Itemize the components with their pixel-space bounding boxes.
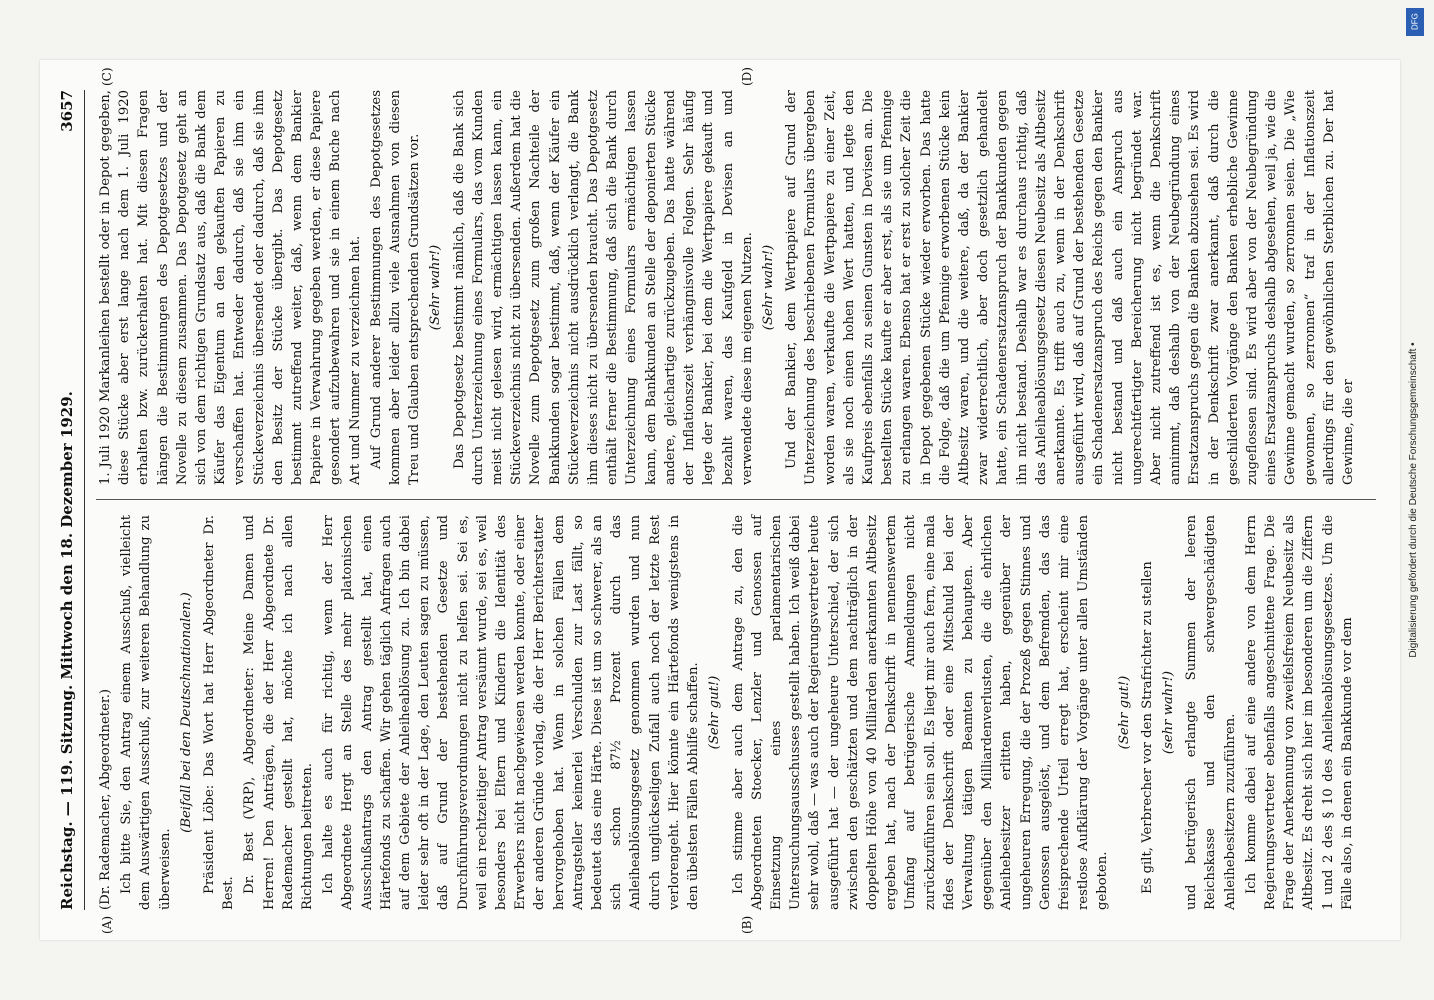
applause-note: (sehr wahr!) [1160,670,1176,755]
paragraph: Ich bitte Sie, den Antrag einem Ausschuß, vielleicht dem Auswärtigen Ausschuß, zur weiteren Behandlung zu überweisen. [119,515,173,910]
paragraph: Und der Bankier, dem Wertpapiere auf Grund der Unterzeichnung des beschriebenen Formulars übergeben worden waren, verkaufte die Wertpapiere zu einer Zeit, als sie noch einen hohen Wert hatten, und legte den Kaufpreis ebenfalls zu seinen Gunsten in Devisen an. Die bestellten Stücke kaufte er aber erst, als sie um Pfennige zu erlangen waren. Ebenso hat er erst zu solcher Zeit die in Depot gegebenen Stücke wieder erworben. Das hatte die Folge, daß die um Pfennige erworbenen Stücke kein Altbesitz waren, und die weitere, daß, da der Bankier zwar widerrechtlich, aber doch gesetzlich gehandelt hatte, ein Schadenersatzanspruch der Bankkunden gegen ihn nicht bestand. Deshalb war es durchaus richtig, daß das Anleiheablösungsgesetz diesen Neubesitz als Altbesitz anerkannte. Es trifft auch zu, wenn in der Denkschrift ausgeführt wird, daß auf Grund der bestehenden Gesetze ein Schadenersatzanspruch des Reichs gegen den Bankier nicht bestand und daß auch ein Anspruch aus ungerechtfertigter Bereicherung nicht begründet war. Aber nicht zutreffend ist es, wenn die Denkschrift annimmt, daß deshalb von der Neubegründung eines Ersatzanspruchs gegen die Banken abzusehen sei. Es wird in der Denkschrift zwar anerkannt, daß durch die geschilderten Vorgänge den Banken erhebliche Gewinne zugeflossen sind. Es wird aber von der Neubegründung eines Ersatzanspruchs deshalb abgesehen, weil ja, wie die Gewinne gemacht wurden, so zerronnen seien. Die „Wie gewonnen, so zerronnen“ traf in der Inflationszeit allerdings für den gewöhnlichen Sterblichen zu. Der hat Gewinne, die er [784,90,1356,485]
dfg-logo: DFG [1406,8,1424,36]
page-number: 3657 [58,90,76,132]
applause-note: (Sehr gut!) [707,675,723,750]
margin-marker-d: (D) [740,67,754,86]
applause-note: (Sehr wahr!) [760,244,776,331]
paragraph: 1. Juli 1920 Markanleihen bestellt oder in Depot gegeben, diese Stücke aber erst lange nach dem 1. Juli 1920 erhalten bzw. zurückerhalten hat. Mit diesen Fragen hängen die Bestimmungen des Depotgesetzes und der Novelle zu diesem zusammen. Das Depotgesetz geht an sich von dem richtigen Grundsatz aus, daß die Bank dem Käufer das Eigentum an den gekauften Papieren zu verschaffen hat. Entweder dadurch, daß sie ihm ein Stückeverzeichnis übersendet oder dadurch, daß sie ihm den Besitz der Stücke übergibt. Das Depotgesetz bestimmt zutreffend weiter, daß, wenn dem Bankier Papiere in Verwahrung gegeben werden, er diese Papiere gesondert aufzubewahren und sie in einem Buche nach Art und Nummer zu verzeichnen hat. [98,90,363,485]
paragraph: und betrügerisch erlangte Summen der leeren Reichskasse und den schwergeschädigten Anleihebesitzern zuzuführen. [1184,515,1238,910]
paragraph: Auf Grund anderer Bestimmungen des Depotgesetzes kommen aber leider allzu viele Ausnahmen von diesen Treu und Glauben entsprechenden Grundsätzen vor. [368,90,423,485]
header-title: Reichstag. — 119. Sitzung. Mittwoch den 18. Dezember 1929. [58,391,76,910]
page-header [58,90,85,910]
margin-marker-c: (C) [100,67,114,86]
text-column-left [96,515,1359,910]
speaker-note: (Dr. Rademacher, Abgeordneter.) [98,688,113,910]
paragraph: Dr. Best (VRP), Abgeordneter: Meine Damen und Herren! Den Anträgen, die der Herr Abgeordnete Dr. Rademacher gestellt hat, möchte ich nach allen Richtungen beitreten. [242,515,316,910]
paragraph: Es gilt, Verbrecher vor den Strafrichter zu stellen [1139,561,1155,894]
applause-note: (Sehr gut!) [1116,675,1132,750]
paragraph: Ich stimme aber auch dem Antrage zu, den die Abgeordneten Stoecker, Lenzler und Genossen auf Einsetzung eines parlamentarischen Untersuchungsausschusses gestellt haben. Ich weiß dabei sehr wohl, daß — was auch der Regierungsvertreter heute ausgeführt hat — der ungeheure Unterschied, der sich zwischen den geschätzten und dem nachträglich in der doppelten Höhe von 40 Milliarden anerkannten Altbesitz ergeben hat, nach der Denkschrift in nennenswertem Umfang auf betrügerische Anmeldungen nicht zurückzuführen sein soll. Es liegt mir auch fern, eine mala fides der Denkschrift oder eine Mitschuld bei der Verwaltung tätigen Beamten zu behaupten. Aber gegenüber den Milliardenverlusten, die die ehrlichen Anleihebesitzer erlitten haben, gegenüber der ungeheuren Erregung, die der Prozeß gegen Stinnes und Genossen ausgelöst, und dem Befremden, das das freisprechende Urteil erregt hat, erscheint mir eine restlose Aufklärung der Vorgänge unter allen Umständen geboten. [730,515,1111,910]
paragraph: Ich halte es auch für richtig, wenn der Herr Abgeordnete Hergt an Stelle des mehr platonischen Ausschußantrags den Antrag gestellt hat, einen Härtefonds zu schaffen. Wir gehen täglich Anfragen auch auf dem Gebiete der Anleiheablösung zu. Ich bin dabei leider sehr oft in der Lage, den Leuten sagen zu müssen, daß auf Grund der bestehenden Gesetze und Durchführungsverordnungen nicht zu helfen sei. Sei es, weil ein rechtzeitiger Antrag versäumt wurde, sei es, weil besonders bei Eltern und Kindern die Identität des Erwerbers nicht nachgewiesen werden konnte, oder einer der anderen Gründe vorlag, die der Herr Berichterstatter hervorgehoben hat. Wenn in solchen Fällen dem Antragsteller keinerlei Verschulden zur Last fällt, so bedeutet das eine Härte. Diese ist um so schwerer, als an sich schon 87½ Prozent durch das Anleiheablösungsgesetz genommen wurden und nun durch unglückseligen Zufall auch noch der letzte Rest verlorengeht. Hier könnte ein Härtefonds wenigstens in den übelsten Fällen Abhilfe schaffen. [321,515,702,910]
column-divider [96,499,1376,500]
page-content [40,60,1400,940]
scanned-page [40,60,1400,940]
paragraph: Das Depotgesetz bestimmt nämlich, daß die Bank sich durch Unterzeichnung eines Formulars, das vom Kunden meist nicht gelesen wird, ermächtigen lassen kann, ein Stückeverzeichnis nicht zu übersenden. Außerdem hat die Novelle zum Depotgesetz zum großen Nachteile der Bankkunden sogar bestimmt, daß, wenn der Käufer ein Stückeverzeichnis nicht ausdrücklich verlangt, die Bank ihm dieses nicht zu übersenden braucht. Das Depotgesetz enthält ferner die Bestimmung, daß sich die Bank durch Unterzeichnung eines Formulars ermächtigen lassen kann, dem Bankkunden an Stelle der deponierten Stücke andere, gleichartige zurückzugeben. Das hatte während der Inflationszeit verhängnisvolle Folgen. Sehr häufig legte der Bankier, bei dem die Wertpapiere gekauft und bezahlt waren, das Kaufgeld in Devisen an und verwendete diese im eigenen Nutzen. [451,90,755,485]
paragraph: Ich komme dabei auf eine andere von dem Herrn Regierungsvertreter ebenfalls angeschnittene Frage. Die Frage der Anerkennung von zweifelsfreiem Neubesitz als Altbesitz. Es dreht sich hier im besonderen um die Ziffern 1 und 2 des § 10 des Anleiheablösungsgesetzes. Um die Fälle also, in denen ein Bankkunde vor dem [1243,515,1355,910]
digitization-sidebar [1404,0,1430,1000]
text-column-right [96,90,1360,485]
margin-marker-b: (B) [740,915,754,934]
applause-note: (Beifall bei den Deutschnationalen.) [178,592,194,833]
paragraph: Präsident Löbe: Das Wort hat Herr Abgeordneter Dr. Best. [202,515,237,910]
applause-note: (Sehr wahr!) [428,244,444,331]
dfg-credit: Digitalisierung gefördert durch die Deutsche Forschungsgemeinschaft • [1408,342,1419,658]
margin-marker-a: (A) [100,915,114,934]
